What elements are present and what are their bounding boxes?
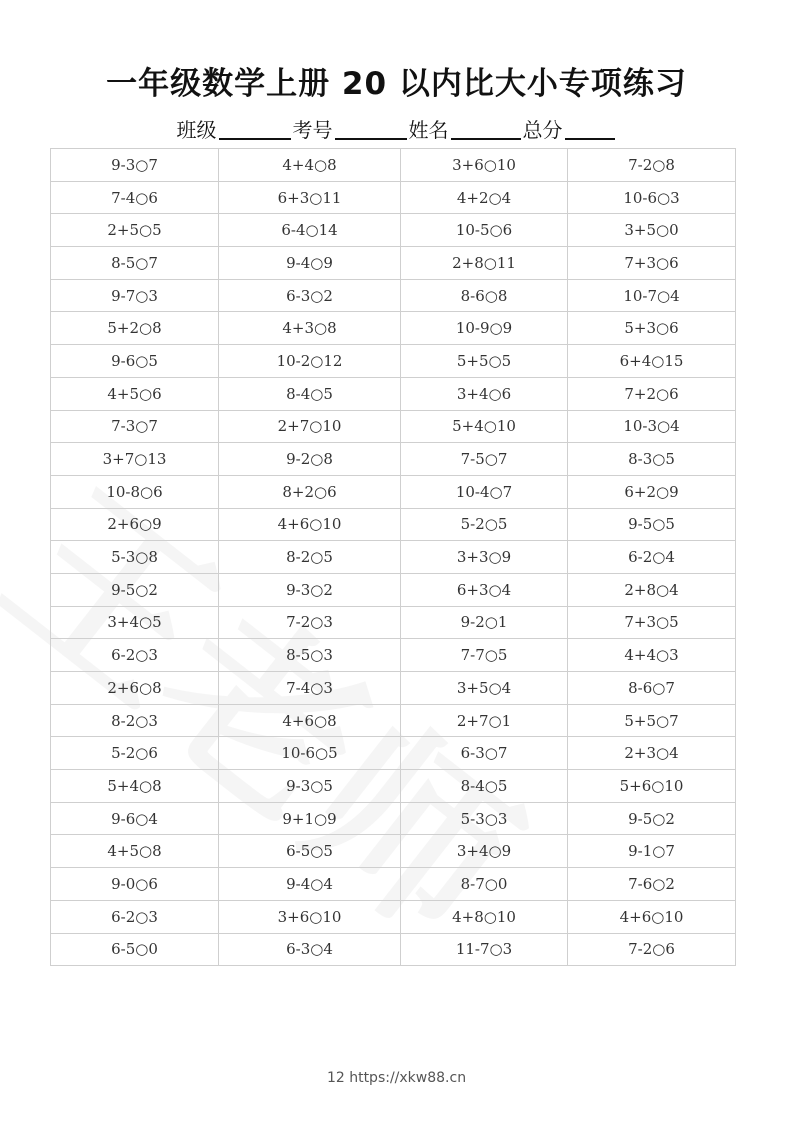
name-field: [409, 114, 523, 143]
exam-no-blank[interactable]: [335, 118, 407, 140]
exercise-cell[interactable]: 6+4○15: [568, 345, 736, 378]
exercise-cell[interactable]: 6-2○3: [51, 639, 219, 672]
exercise-cell[interactable]: 7-3○7: [51, 410, 219, 443]
exercise-cell[interactable]: 8+2○6: [219, 475, 401, 508]
exercise-cell[interactable]: 7-5○7: [401, 443, 568, 476]
exercise-cell[interactable]: 4+6○10: [219, 508, 401, 541]
exercise-cell[interactable]: 8-3○5: [568, 443, 736, 476]
exercise-cell[interactable]: 10-6○5: [219, 737, 401, 770]
exercise-cell[interactable]: 3+5○4: [401, 672, 568, 705]
exercise-cell[interactable]: 5+4○8: [51, 770, 219, 803]
exercise-cell[interactable]: 10-5○6: [401, 214, 568, 247]
table-row: [51, 835, 736, 868]
exercise-cell[interactable]: 9-2○8: [219, 443, 401, 476]
exercise-cell[interactable]: 2+5○5: [51, 214, 219, 247]
class-blank[interactable]: [219, 118, 291, 140]
table-row: [51, 900, 736, 933]
exercise-cell[interactable]: 7-4○3: [219, 672, 401, 705]
table-row: [51, 573, 736, 606]
table-row: [51, 606, 736, 639]
exercise-cell[interactable]: 7-4○6: [51, 181, 219, 214]
exercise-cell[interactable]: 6-3○4: [219, 933, 401, 966]
table-row: [51, 802, 736, 835]
table-row: [51, 279, 736, 312]
exercise-cell[interactable]: 9-4○9: [219, 247, 401, 280]
table-row: [51, 639, 736, 672]
exercise-cell[interactable]: 8-2○3: [51, 704, 219, 737]
table-row: [51, 149, 736, 182]
exercise-cell[interactable]: 8-6○8: [401, 279, 568, 312]
exercise-cell[interactable]: 2+3○4: [568, 737, 736, 770]
exercise-cell[interactable]: 10-2○12: [219, 345, 401, 378]
exercise-cell[interactable]: 4+6○10: [568, 900, 736, 933]
exercise-cell[interactable]: 3+4○9: [401, 835, 568, 868]
exercise-cell[interactable]: 5+4○10: [401, 410, 568, 443]
exercise-cell[interactable]: 11-7○3: [401, 933, 568, 966]
page-footer: 12 https://xkw88.cn: [326, 1070, 467, 1086]
exercise-cell[interactable]: 3+6○10: [401, 149, 568, 182]
exercise-cell[interactable]: 3+4○5: [51, 606, 219, 639]
exercise-cell[interactable]: 8-5○3: [219, 639, 401, 672]
exercise-cell[interactable]: 10-9○9: [401, 312, 568, 345]
exercise-table-body: [51, 149, 736, 966]
exercise-cell[interactable]: 5-3○8: [51, 541, 219, 574]
exercise-cell[interactable]: 6-5○0: [51, 933, 219, 966]
student-info-line: [0, 114, 793, 143]
exercise-cell[interactable]: 5+5○7: [568, 704, 736, 737]
exercise-cell[interactable]: 2+7○1: [401, 704, 568, 737]
exercise-cell[interactable]: 3+4○6: [401, 377, 568, 410]
exercise-cell[interactable]: 4+4○3: [568, 639, 736, 672]
exercise-cell[interactable]: 9-1○7: [568, 835, 736, 868]
exercise-cell[interactable]: 9-5○2: [51, 573, 219, 606]
exercise-cell[interactable]: 9-3○2: [219, 573, 401, 606]
exercise-cell[interactable]: 8-2○5: [219, 541, 401, 574]
exercise-cell[interactable]: 6+3○4: [401, 573, 568, 606]
exercise-cell[interactable]: 6+2○9: [568, 475, 736, 508]
exercise-cell[interactable]: 2+8○4: [568, 573, 736, 606]
exercise-cell[interactable]: 9-3○5: [219, 770, 401, 803]
table-row: [51, 704, 736, 737]
exercise-cell[interactable]: 6-5○5: [219, 835, 401, 868]
score-blank[interactable]: [565, 118, 615, 140]
exercise-cell[interactable]: 5-2○5: [401, 508, 568, 541]
exercise-cell[interactable]: 4+4○8: [219, 149, 401, 182]
exercise-cell[interactable]: 8-6○7: [568, 672, 736, 705]
exercise-cell[interactable]: 7-6○2: [568, 868, 736, 901]
exercise-cell[interactable]: 2+6○9: [51, 508, 219, 541]
table-row: [51, 443, 736, 476]
exercise-cell[interactable]: 4+5○6: [51, 377, 219, 410]
name-blank[interactable]: [451, 118, 521, 140]
exercise-cell[interactable]: 10-7○4: [568, 279, 736, 312]
exercise-cell[interactable]: 7-2○8: [568, 149, 736, 182]
exercise-cell[interactable]: 4+2○4: [401, 181, 568, 214]
exercise-cell[interactable]: 9-0○6: [51, 868, 219, 901]
exercise-cell[interactable]: 7-2○3: [219, 606, 401, 639]
table-row: [51, 181, 736, 214]
exercise-cell[interactable]: 9-5○2: [568, 802, 736, 835]
exercise-cell[interactable]: 9-3○7: [51, 149, 219, 182]
exercise-cell[interactable]: 5-3○3: [401, 802, 568, 835]
table-row: [51, 377, 736, 410]
exercise-cell[interactable]: 3+7○13: [51, 443, 219, 476]
table-row: [51, 868, 736, 901]
exercise-cell[interactable]: 10-8○6: [51, 475, 219, 508]
exercise-cell[interactable]: 8-5○7: [51, 247, 219, 280]
exercise-cell[interactable]: 9-2○1: [401, 606, 568, 639]
exercise-cell[interactable]: 5-2○6: [51, 737, 219, 770]
exercise-cell[interactable]: 9+1○9: [219, 802, 401, 835]
exercise-cell[interactable]: 2+7○10: [219, 410, 401, 443]
table-row: [51, 770, 736, 803]
class-label: 班级: [176, 118, 217, 142]
table-row: [51, 737, 736, 770]
table-row: [51, 541, 736, 574]
exercise-cell[interactable]: 9-7○3: [51, 279, 219, 312]
table-row: [51, 312, 736, 345]
exam-no-label: 考号: [292, 118, 333, 142]
exercise-cell[interactable]: 8-7○0: [401, 868, 568, 901]
exercise-cell[interactable]: 9-6○4: [51, 802, 219, 835]
name-label: 姓名: [408, 118, 449, 142]
exercise-cell[interactable]: 5+5○5: [401, 345, 568, 378]
exercise-cell[interactable]: 6+3○11: [219, 181, 401, 214]
exercise-cell[interactable]: 2+8○11: [401, 247, 568, 280]
table-row: [51, 247, 736, 280]
exercise-cell[interactable]: 6-4○14: [219, 214, 401, 247]
table-row: [51, 933, 736, 966]
exercise-cell[interactable]: 5+3○6: [568, 312, 736, 345]
exercise-cell[interactable]: 3+6○10: [219, 900, 401, 933]
exercise-cell[interactable]: 4+3○8: [219, 312, 401, 345]
score-label: 总分: [522, 118, 563, 142]
exercise-cell[interactable]: 6-2○3: [51, 900, 219, 933]
exercise-cell[interactable]: 10-3○4: [568, 410, 736, 443]
table-row: [51, 214, 736, 247]
exercise-cell[interactable]: 10-6○3: [568, 181, 736, 214]
exercise-cell[interactable]: 5+2○8: [51, 312, 219, 345]
table-row: [51, 672, 736, 705]
exercise-cell[interactable]: 3+5○0: [568, 214, 736, 247]
exercise-cell[interactable]: 7+3○6: [568, 247, 736, 280]
score-field: [523, 114, 617, 143]
exercise-cell[interactable]: 9-4○4: [219, 868, 401, 901]
exercise-cell[interactable]: 6-3○2: [219, 279, 401, 312]
exercise-cell[interactable]: 4+8○10: [401, 900, 568, 933]
exercise-cell[interactable]: 7+2○6: [568, 377, 736, 410]
exercise-cell[interactable]: 4+5○8: [51, 835, 219, 868]
exercise-cell[interactable]: 7-7○5: [401, 639, 568, 672]
table-row: [51, 345, 736, 378]
table-row: [51, 475, 736, 508]
page-title: 一年级数学上册 20 以内比大小专项练习: [106, 66, 687, 102]
table-row: [51, 410, 736, 443]
exercise-cell[interactable]: 8-4○5: [219, 377, 401, 410]
exercise-cell[interactable]: 6-2○4: [568, 541, 736, 574]
table-row: [51, 508, 736, 541]
exercise-table: [50, 148, 736, 966]
exercise-cell[interactable]: 4+6○8: [219, 704, 401, 737]
exercise-cell[interactable]: 3+3○9: [401, 541, 568, 574]
exercise-cell[interactable]: 5+6○10: [568, 770, 736, 803]
exercise-cell[interactable]: 6-3○7: [401, 737, 568, 770]
exercise-cell[interactable]: 7+3○5: [568, 606, 736, 639]
exercise-cell[interactable]: 8-4○5: [401, 770, 568, 803]
exercise-cell[interactable]: 7-2○6: [568, 933, 736, 966]
exercise-cell[interactable]: 9-5○5: [568, 508, 736, 541]
class-field: [177, 114, 293, 143]
exercise-cell[interactable]: 2+6○8: [51, 672, 219, 705]
exercise-cell[interactable]: 9-6○5: [51, 345, 219, 378]
exam-no-field: [293, 114, 409, 143]
exercise-cell[interactable]: 10-4○7: [401, 475, 568, 508]
